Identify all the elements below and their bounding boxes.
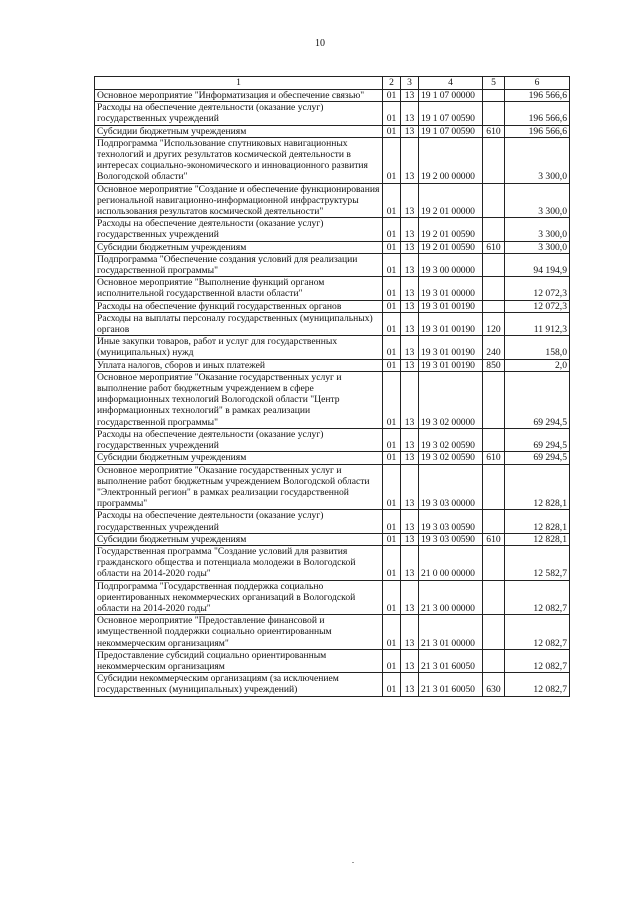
subsection-cell: 13: [401, 649, 419, 672]
section-cell: 01: [383, 90, 401, 102]
amount-cell: 2,0: [505, 359, 570, 371]
section-cell: 01: [383, 312, 401, 335]
table-row: [95, 183, 570, 218]
section-cell: 01: [383, 359, 401, 371]
subsection-cell: 13: [401, 510, 419, 533]
expense-type-cell: [483, 510, 505, 533]
table-row: [95, 371, 570, 428]
row-name-cell: Субсидии бюджетным учреждениям: [95, 241, 383, 253]
expense-type-cell: [483, 253, 505, 276]
budget-table: [94, 76, 570, 697]
target-article-cell: 19 1 07 00000: [419, 90, 483, 102]
target-article-cell: 19 2 01 00590: [419, 241, 483, 253]
table-row: [95, 312, 570, 335]
table-row: [95, 545, 570, 580]
expense-type-cell: [483, 545, 505, 580]
amount-cell: 3 300,0: [505, 137, 570, 183]
expense-type-cell: [483, 464, 505, 510]
section-cell: 01: [383, 615, 401, 650]
expense-type-cell: [483, 277, 505, 300]
row-name-cell: Субсидии бюджетным учреждениям: [95, 125, 383, 137]
subsection-cell: 13: [401, 580, 419, 615]
row-name-cell: Основное мероприятие "Оказание государственных услуг и выполнение работ бюджетным учреждением в сфере информационных технологий Вологодской области "Центр информационных технологий" в рамках реализации государственной программы": [95, 371, 383, 428]
expense-type-cell: 610: [483, 241, 505, 253]
section-cell: 01: [383, 277, 401, 300]
scan-speck: [352, 862, 354, 863]
expense-type-cell: [483, 300, 505, 312]
table-row: [95, 580, 570, 615]
table-row: [95, 253, 570, 276]
expense-type-cell: 610: [483, 452, 505, 464]
expense-type-cell: 850: [483, 359, 505, 371]
section-cell: 01: [383, 428, 401, 451]
table-row: [95, 125, 570, 137]
expense-type-cell: [483, 90, 505, 102]
expense-type-cell: 630: [483, 673, 505, 696]
expense-type-cell: 610: [483, 125, 505, 137]
expense-type-cell: [483, 137, 505, 183]
amount-cell: 69 294,5: [505, 452, 570, 464]
table-row: [95, 673, 570, 696]
table-row: [95, 218, 570, 241]
row-name-cell: Расходы на обеспечение деятельности (оказание услуг) государственных учреждений: [95, 510, 383, 533]
column-header-4: 4: [419, 77, 483, 90]
section-cell: 01: [383, 452, 401, 464]
amount-cell: 12 828,1: [505, 510, 570, 533]
row-name-cell: Подпрограмма "Использование спутниковых навигационных технологий и других результатов космической деятельности в интересах социально-экономического и инновационного развития Вологодской области": [95, 137, 383, 183]
target-article-cell: 21 3 01 00000: [419, 615, 483, 650]
row-name-cell: Подпрограмма "Государственная поддержка социально ориентированных некоммерческих организаций в Вологодской области на 2014-2020 годы": [95, 580, 383, 615]
amount-cell: 12 828,1: [505, 533, 570, 545]
amount-cell: 12 072,3: [505, 277, 570, 300]
amount-cell: 12 072,3: [505, 300, 570, 312]
table-row: [95, 137, 570, 183]
subsection-cell: 13: [401, 253, 419, 276]
table-row: [95, 277, 570, 300]
row-name-cell: Расходы на обеспечение деятельности (оказание услуг) государственных учреждений: [95, 102, 383, 125]
row-name-cell: Субсидии некоммерческим организациям (за исключением государственных (муниципальных) учреждений): [95, 673, 383, 696]
target-article-cell: 19 1 07 00590: [419, 125, 483, 137]
section-cell: 01: [383, 580, 401, 615]
row-name-cell: Субсидии бюджетным учреждениям: [95, 452, 383, 464]
amount-cell: 11 912,3: [505, 312, 570, 335]
subsection-cell: 13: [401, 125, 419, 137]
subsection-cell: 13: [401, 464, 419, 510]
row-name-cell: Основное мероприятие "Выполнение функций органом исполнительной государственной власти области": [95, 277, 383, 300]
section-cell: 01: [383, 300, 401, 312]
subsection-cell: 13: [401, 533, 419, 545]
expense-type-cell: [483, 218, 505, 241]
target-article-cell: 19 3 01 00190: [419, 336, 483, 359]
table-row: [95, 464, 570, 510]
amount-cell: 12 582,7: [505, 545, 570, 580]
subsection-cell: 13: [401, 312, 419, 335]
expense-type-cell: [483, 580, 505, 615]
target-article-cell: 19 2 00 00000: [419, 137, 483, 183]
row-name-cell: Расходы на выплаты персоналу государственных (муниципальных) органов: [95, 312, 383, 335]
amount-cell: 69 294,5: [505, 371, 570, 428]
target-article-cell: 19 3 03 00590: [419, 510, 483, 533]
table-row: [95, 241, 570, 253]
section-cell: 01: [383, 125, 401, 137]
target-article-cell: 19 2 01 00590: [419, 218, 483, 241]
subsection-cell: 13: [401, 371, 419, 428]
expense-type-cell: [483, 102, 505, 125]
expense-type-cell: 120: [483, 312, 505, 335]
subsection-cell: 13: [401, 428, 419, 451]
section-cell: 01: [383, 649, 401, 672]
amount-cell: 12 082,7: [505, 615, 570, 650]
subsection-cell: 13: [401, 277, 419, 300]
amount-cell: 94 194,9: [505, 253, 570, 276]
section-cell: 01: [383, 533, 401, 545]
amount-cell: 12 082,7: [505, 580, 570, 615]
row-name-cell: Основное мероприятие "Информатизация и обеспечение связью": [95, 90, 383, 102]
column-header-1: 1: [95, 77, 383, 90]
subsection-cell: 13: [401, 218, 419, 241]
target-article-cell: 19 3 01 00190: [419, 300, 483, 312]
target-article-cell: 19 3 02 00590: [419, 452, 483, 464]
target-article-cell: 21 3 01 60050: [419, 673, 483, 696]
table-row: [95, 615, 570, 650]
subsection-cell: 13: [401, 241, 419, 253]
section-cell: 01: [383, 137, 401, 183]
subsection-cell: 13: [401, 90, 419, 102]
target-article-cell: 19 3 03 00590: [419, 533, 483, 545]
section-cell: 01: [383, 336, 401, 359]
row-name-cell: Основное мероприятие "Предоставление финансовой и имущественной поддержки социально ориентированным некоммерческим организациям": [95, 615, 383, 650]
subsection-cell: 13: [401, 673, 419, 696]
amount-cell: 3 300,0: [505, 241, 570, 253]
target-article-cell: 21 3 00 00000: [419, 580, 483, 615]
target-article-cell: 19 3 01 00190: [419, 312, 483, 335]
amount-cell: 196 566,6: [505, 125, 570, 137]
section-cell: 01: [383, 102, 401, 125]
subsection-cell: 13: [401, 300, 419, 312]
section-cell: 01: [383, 253, 401, 276]
subsection-cell: 13: [401, 183, 419, 218]
table-row: [95, 428, 570, 451]
row-name-cell: Расходы на обеспечение деятельности (оказание услуг) государственных учреждений: [95, 218, 383, 241]
target-article-cell: 21 3 01 60050: [419, 649, 483, 672]
expense-type-cell: [483, 649, 505, 672]
amount-cell: 3 300,0: [505, 183, 570, 218]
row-name-cell: Подпрограмма "Обеспечение создания условий для реализации государственной программы": [95, 253, 383, 276]
table-row: [95, 300, 570, 312]
target-article-cell: 19 3 01 00190: [419, 359, 483, 371]
amount-cell: 12 082,7: [505, 673, 570, 696]
expense-type-cell: [483, 371, 505, 428]
section-cell: 01: [383, 371, 401, 428]
section-cell: 01: [383, 545, 401, 580]
row-name-cell: Субсидии бюджетным учреждениям: [95, 533, 383, 545]
page-number: 10: [315, 38, 325, 49]
table-row: [95, 533, 570, 545]
expense-type-cell: [483, 428, 505, 451]
amount-cell: 158,0: [505, 336, 570, 359]
table-row: [95, 452, 570, 464]
row-name-cell: Основное мероприятие "Создание и обеспечение функционирования региональной навигационно-информационной инфраструктуры использования результатов космической деятельности": [95, 183, 383, 218]
subsection-cell: 13: [401, 359, 419, 371]
section-cell: 01: [383, 218, 401, 241]
expense-type-cell: 610: [483, 533, 505, 545]
amount-cell: 3 300,0: [505, 218, 570, 241]
amount-cell: 196 566,6: [505, 90, 570, 102]
row-name-cell: Уплата налогов, сборов и иных платежей: [95, 359, 383, 371]
row-name-cell: Предоставление субсидий социально ориентированным некоммерческим организациям: [95, 649, 383, 672]
target-article-cell: 19 3 01 00000: [419, 277, 483, 300]
column-header-2: 2: [383, 77, 401, 90]
target-article-cell: 19 3 02 00000: [419, 371, 483, 428]
target-article-cell: 21 0 00 00000: [419, 545, 483, 580]
amount-cell: 196 566,6: [505, 102, 570, 125]
column-header-6: 6: [505, 77, 570, 90]
section-cell: 01: [383, 241, 401, 253]
expense-type-cell: [483, 183, 505, 218]
row-name-cell: Расходы на обеспечение деятельности (оказание услуг) государственных учреждений: [95, 428, 383, 451]
row-name-cell: Расходы на обеспечение функций государственных органов: [95, 300, 383, 312]
table-row: [95, 359, 570, 371]
subsection-cell: 13: [401, 545, 419, 580]
table-row: [95, 336, 570, 359]
subsection-cell: 13: [401, 615, 419, 650]
target-article-cell: 19 2 01 00000: [419, 183, 483, 218]
subsection-cell: 13: [401, 137, 419, 183]
subsection-cell: 13: [401, 336, 419, 359]
table-row: [95, 90, 570, 102]
section-cell: 01: [383, 510, 401, 533]
table-row: [95, 649, 570, 672]
row-name-cell: Государственная программа "Создание условий для развития гражданского общества и потенциала молодежи в Вологодской области на 2014-2020 годы": [95, 545, 383, 580]
table-body: [95, 90, 570, 697]
amount-cell: 12 828,1: [505, 464, 570, 510]
target-article-cell: 19 3 02 00590: [419, 428, 483, 451]
table-header-row: [95, 77, 570, 90]
expense-type-cell: [483, 615, 505, 650]
target-article-cell: 19 3 00 00000: [419, 253, 483, 276]
target-article-cell: 19 1 07 00590: [419, 102, 483, 125]
row-name-cell: Основное мероприятие "Оказание государственных услуг и выполнение работ бюджетным учреждением Вологодской области "Электронный регион" в рамках реализации государственной программы": [95, 464, 383, 510]
table-row: [95, 510, 570, 533]
section-cell: 01: [383, 464, 401, 510]
section-cell: 01: [383, 183, 401, 218]
expense-type-cell: 240: [483, 336, 505, 359]
target-article-cell: 19 3 03 00000: [419, 464, 483, 510]
subsection-cell: 13: [401, 102, 419, 125]
section-cell: 01: [383, 673, 401, 696]
amount-cell: 69 294,5: [505, 428, 570, 451]
table-row: [95, 102, 570, 125]
subsection-cell: 13: [401, 452, 419, 464]
row-name-cell: Иные закупки товаров, работ и услуг для государственных (муниципальных) нужд: [95, 336, 383, 359]
amount-cell: 12 082,7: [505, 649, 570, 672]
column-header-5: 5: [483, 77, 505, 90]
column-header-3: 3: [401, 77, 419, 90]
